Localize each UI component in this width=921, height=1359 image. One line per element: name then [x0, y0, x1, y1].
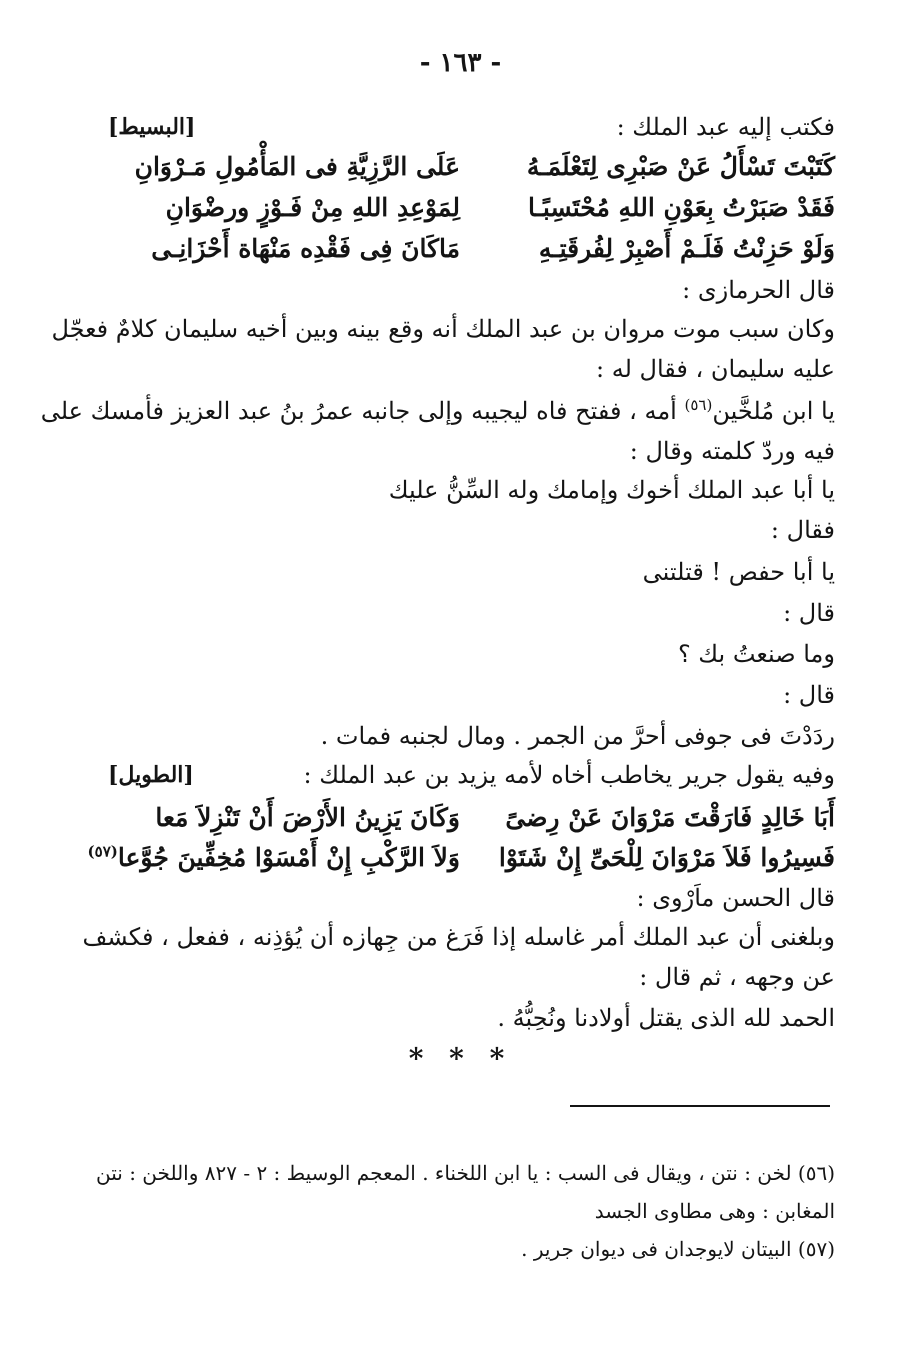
text-line: فيه وردّ كلمته وقال : [629, 437, 835, 465]
intro-line-tawil: وفيه يقول جرير يخاطب أخاه لأمه يزيد بن عبد الملك : [303, 761, 835, 789]
verse-hemistich-first: فَسِيرُوا فَلاَ مَرْوَانَ لِلْحَىِّ إِنْ شَتَوْا [498, 843, 835, 872]
text-line: عليه سليمان ، فقال له : [595, 355, 835, 383]
verse-basit-3 [105, 227, 835, 271]
footnote-57: (٥٧) البيتان لايوجدان فى ديوان جرير . [521, 1237, 835, 1261]
footnote-ref-56: (٥٦) [684, 396, 713, 414]
text-line: قال : [783, 599, 835, 627]
verse-hemistich-second: لِمَوْعِدِ اللهِ مِنْ فَـوْزٍ ورضْوَانِ [165, 193, 460, 222]
verse-basit-1 [105, 145, 835, 189]
verse-tawil-2 [87, 836, 835, 880]
text-line: عن وجهه ، ثم قال : [639, 963, 835, 991]
verse-hemistich-second: مَاكَانَ فِى فَقْدِه مَنْهَاة أَحْزَانِـى [151, 234, 460, 263]
footnote-ref-57: (٥٧) [87, 842, 118, 861]
meter-tag-basit: [البسيط] [108, 114, 196, 140]
text-line: وكان سبب موت مروان بن عبد الملك أنه وقع بينه وبين أخيه سليمان كلامٌ فعجّل [51, 315, 835, 343]
meter-tag-tawil: [الطويل] [108, 762, 194, 788]
text-line: وبلغنى أن عبد الملك أمر غاسله إذا فَرَغ من جِهازه أن يُؤذِنه ، ففعل ، فكشف [82, 923, 835, 951]
verse-hemistich-second [87, 836, 460, 880]
text-line: قال الحسن ماَرْوى : [636, 884, 835, 912]
verse-hemistich-second: عَلَى الرَّزِيَّةِ فى المَأْمُولِ مَـرْوَانِ [134, 152, 460, 181]
verse-hemistich-second [105, 796, 460, 840]
text-line-with-ref [40, 389, 835, 433]
footnote-56: (٥٦) لخن : نتن ، ويقال فى السب : يا ابن اللخناء . المعجم الوسيط : ٢ - ٨٢٧ واللخن : نتن [96, 1161, 835, 1185]
verse-hemistich-first: وَلَوْ حَزِنْتُ فَلَـمْ أَصْبِرْ لِفُرقَتِـهِ [538, 234, 835, 263]
verse-basit-2 [105, 186, 835, 230]
intro-line-basit: فكتب إليه عبد الملك : [616, 113, 835, 141]
verse-hemistich-first: فَقَدْ صَبَرْتُ بِعَوْنِ اللهِ مُحْتَسِبًـا [527, 193, 835, 222]
hemistich-text: وَلاَ الرَّكْبِ إِنْ أَمْسَوْا مُخِفِّينَ جُوَّعا [117, 843, 460, 872]
text-line: يا أبا عبد الملك أخوك وإمامك وله السِّنُّ عليك [388, 476, 835, 504]
text-line: ردَدْتَ فى جوفى أحرَّ من الجمر . ومال لجنبه فمات . [320, 722, 835, 750]
hemistich-text: وَكَانَ يَزِينُ الأَرْضَ أَنْ تَنْزِلاَ مَعا [155, 803, 460, 832]
text-line: قال الحرمازى : [682, 276, 835, 304]
verse-hemistich-first: كَتَبْتَ تَسْأَلُ عَنْ صَبْرِى لِتَعْلَمَـهُ [526, 152, 835, 181]
text-line: يا أبا حفص ! قتلتنى [642, 558, 835, 586]
text-segment: يا ابن مُلخَّين [712, 397, 835, 425]
footnote-divider [570, 1105, 830, 1107]
section-separator: * * * [408, 1042, 513, 1075]
text-line: وما صنعتُ بك ؟ [677, 640, 835, 668]
footnote-56-continued: المغابن : وهى مطاوى الجسد [594, 1199, 835, 1223]
text-segment: أمه ، ففتح فاه ليجيبه وإلى جانبه عمرُ بنُ عبد العزيز فأمسك على [40, 397, 685, 425]
verse-hemistich-first: أَبَا خَالِدٍ فَارَقْتَ مَرْوَانَ عَنْ رِضىً [505, 803, 835, 832]
text-line: فقال : [770, 516, 835, 544]
text-line: الحمد لله الذى يقتل أولادنا ونُحِبُّهُ . [497, 1004, 835, 1032]
text-line: قال : [783, 681, 835, 709]
page-number: - ١٦٣ - [419, 48, 502, 78]
verse-tawil-1 [105, 796, 835, 840]
